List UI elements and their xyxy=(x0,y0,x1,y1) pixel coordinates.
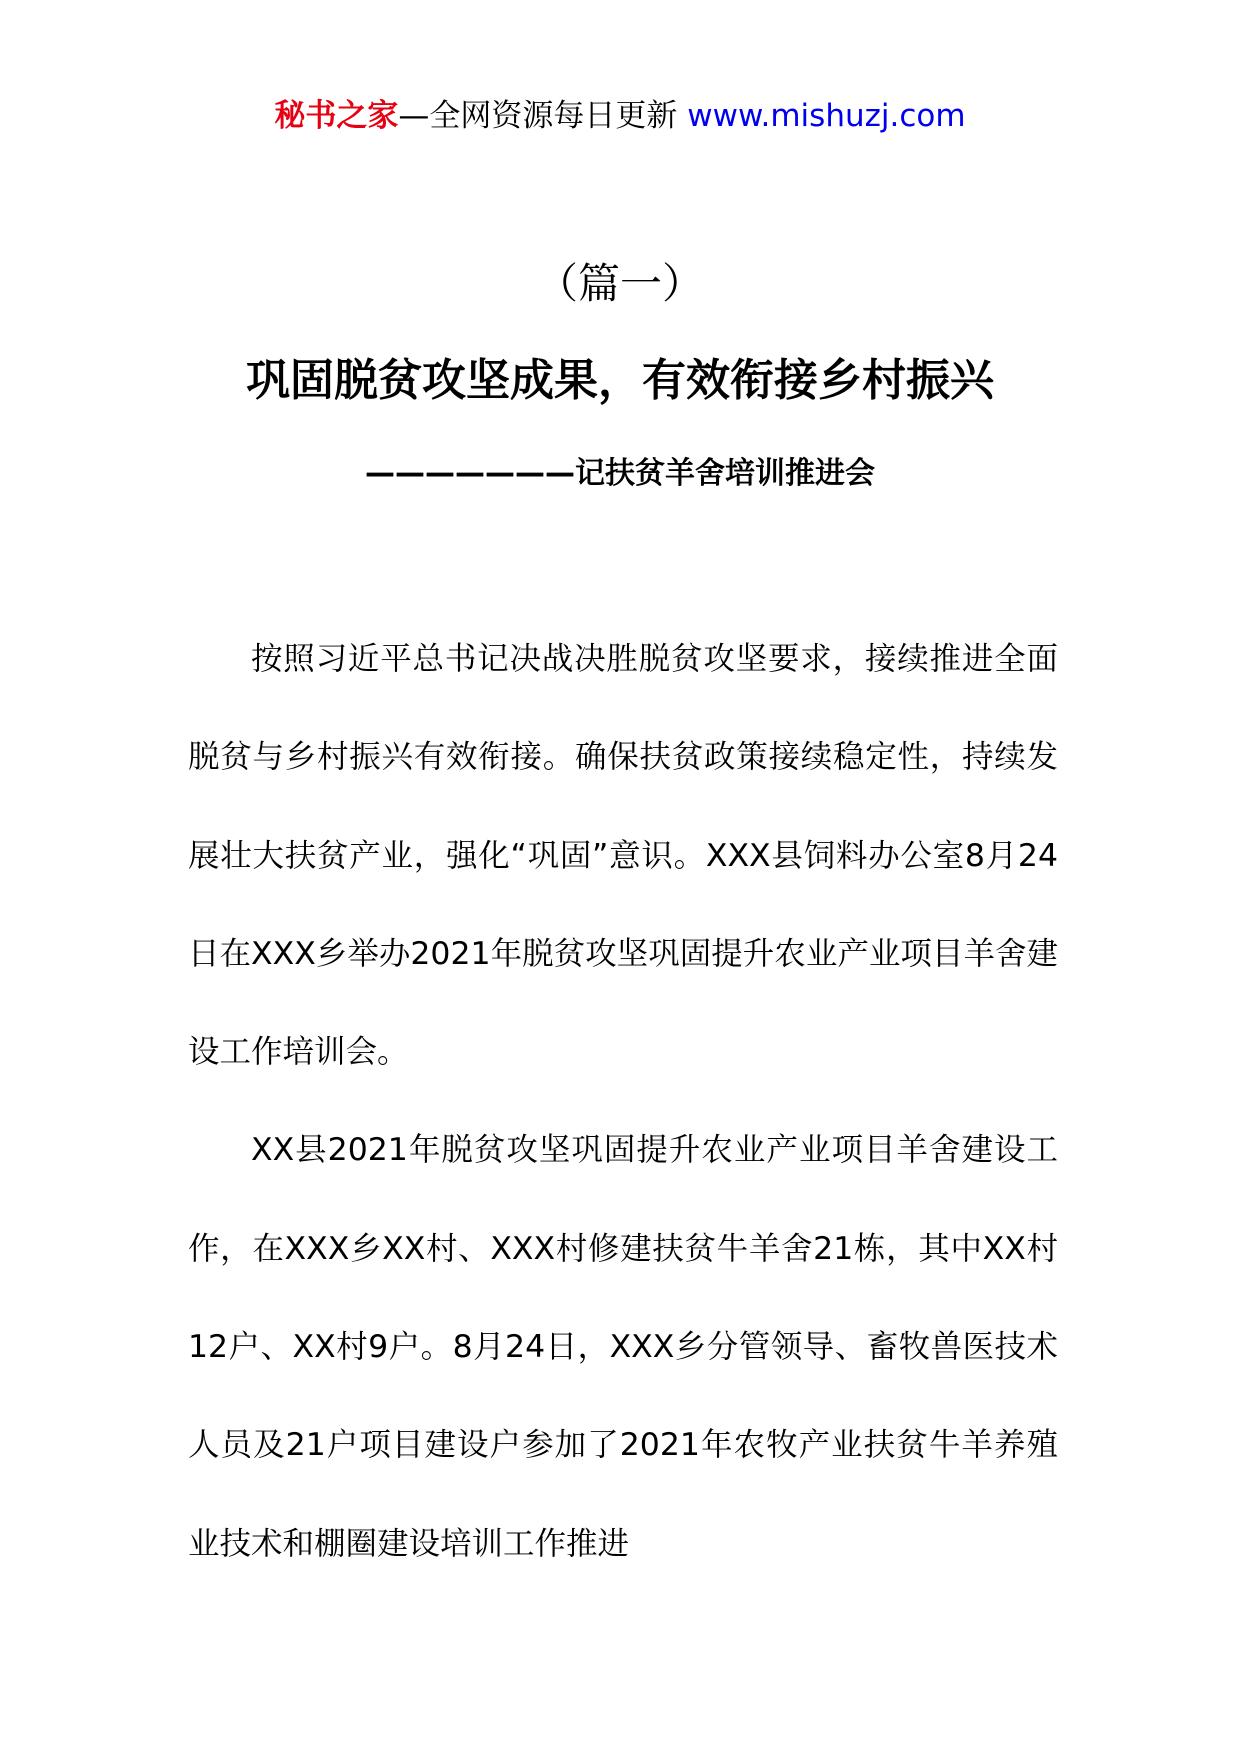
body-paragraph: 按照习近平总书记决战决胜脱贫攻坚要求，接续推进全面脱贫与乡村振兴有效衔接。确保扶贫政策接续稳定性，持续发展壮大扶贫产业，强化“巩固”意识。XXX县饲料办公室8月24日在XXX乡举办2021年脱贫攻坚巩固提升农业产业项目羊舍建设工作培训会。 xyxy=(188,641,1058,1071)
document-title: 巩固脱贫攻坚成果，有效衔接乡村振兴 xyxy=(246,355,994,406)
part-label: （篇一） xyxy=(535,259,704,308)
body-paragraph: XX县2021年脱贫攻坚巩固提升农业产业项目羊舍建设工作，在XXX乡XX村、XXX村修建扶贫牛羊舍21栋，其中XX村12户、XX村9户。8月24日，XXX乡分管领导、畜牧兽医技术人员及21户项目建设户参加了2021年农牧产业扶贫牛羊养殖业技术和棚圈建设培训工作推进 xyxy=(188,1132,1058,1562)
site-brand-name: 秘书之家 xyxy=(274,98,399,134)
site-header xyxy=(0,96,1240,136)
document-subtitle: ———————记扶贫羊舍培训推进会 xyxy=(365,456,875,491)
site-slogan: —全网资源每日更新 xyxy=(398,98,678,134)
site-url-link[interactable]: www.mishuzj.com xyxy=(687,98,966,134)
document-body xyxy=(188,610,1058,1593)
